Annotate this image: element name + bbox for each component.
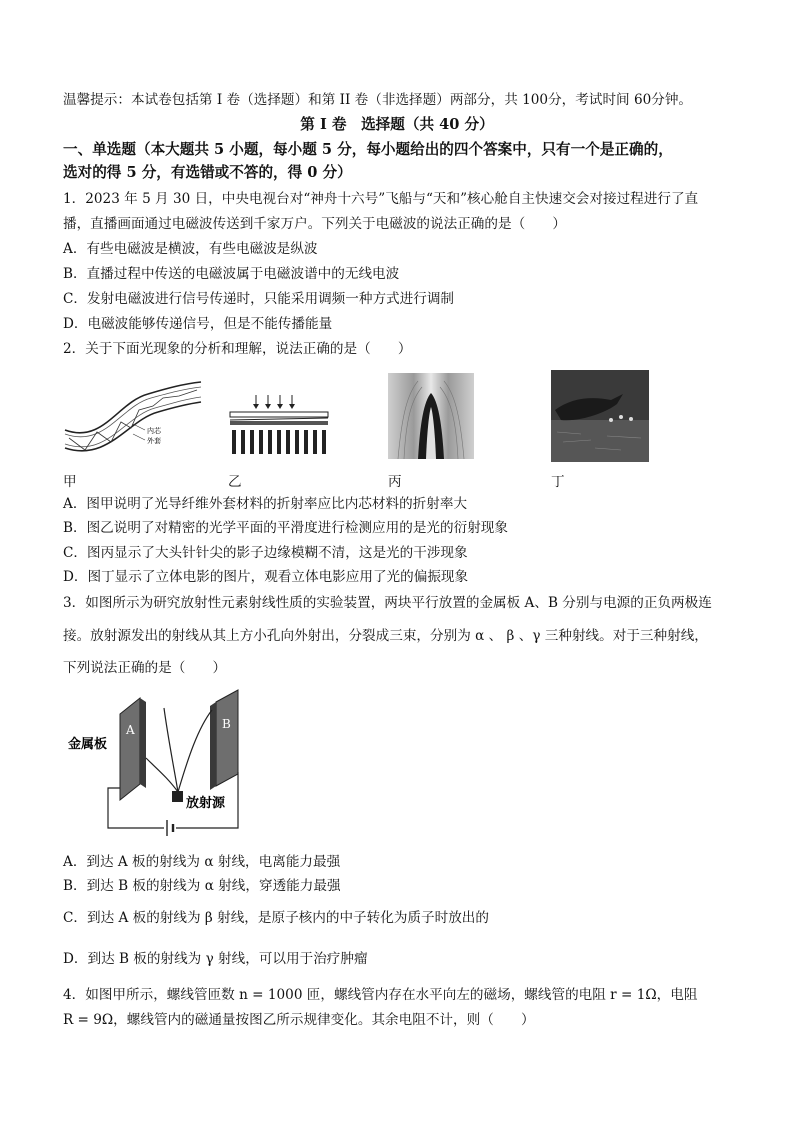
q2-option-a: A．图甲说明了光导纤维外套材料的折射率应比内芯材料的折射率大 [63, 496, 468, 512]
q3-option-a: A．到达 A 板的射线为 α 射线，电离能力最强 [63, 854, 341, 870]
q1-option-d: D．电磁波能够传递信号，但是不能传播能量 [63, 316, 333, 332]
figure-bing-pin-shadow [388, 373, 474, 459]
plate-b-label: B [222, 717, 231, 731]
plate-a-label: A [126, 723, 135, 737]
q1-option-b: B．直播过程中传送的电磁波属于电磁波谱中的无线电波 [63, 266, 400, 282]
section-heading-line2: 选对的得 5 分，有选错或不答的，得 0 分） [63, 164, 352, 181]
figure-ding-3d-movie [551, 370, 649, 462]
figure-yi-flatness-check [228, 393, 330, 455]
fig-jia-inner-label: 内芯 [147, 427, 161, 435]
q3-option-c: C．到达 A 板的射线为 β 射线，是原子核内的中子转化为质子时放出的 [63, 910, 489, 926]
fig-label-yi: 乙 [228, 474, 242, 490]
q3-stem-line2: 接。放射源发出的射线从其上方小孔向外射出，分裂成三束，分别为 α 、 β 、γ 三种射线。对于三种射线， [63, 628, 708, 644]
q1-option-a: A．有些电磁波是横波，有些电磁波是纵波 [63, 241, 318, 257]
q2-stem: 2．关于下面光现象的分析和理解，说法正确的是（ ） [63, 341, 412, 357]
q2-option-b: B．图乙说明了对精密的光学平面的平滑度进行检测应用的是光的衍射现象 [63, 520, 508, 536]
source-label: 放射源 [186, 796, 226, 811]
q3-stem-line1: 3．如图所示为研究放射性元素射线性质的实验装置，两块平行放置的金属板 A、B 分别与电源的正负两极连 [63, 595, 712, 611]
q4-stem-line2: R = 9Ω，螺线管内的磁通量按图乙所示规律变化。其余电阻不计，则（ ） [63, 1012, 535, 1028]
q3-option-d: D．到达 B 板的射线为 γ 射线，可以用于治疗肿瘤 [63, 951, 368, 967]
exam-notice: 温馨提示：本试卷包括第 I 卷（选择题）和第 II 卷（非选择题）两部分，共 100分，考试时间 60分钟。 [63, 92, 693, 108]
q3-stem-line3: 下列说法正确的是（ ） [63, 660, 227, 676]
part-title: 第 I 卷 选择题（共 40 分） [300, 116, 494, 133]
figure-radiation-setup [68, 688, 268, 838]
q1-stem-line2: 播，直播画面通过电磁波传送到千家万户。下列关于电磁波的说法正确的是（ ） [63, 216, 566, 232]
figure-jia-optical-fiber [63, 372, 203, 462]
q1-option-c: C．发射电磁波进行信号传递时，只能采用调频一种方式进行调制 [63, 291, 455, 307]
fig-label-jia: 甲 [63, 474, 77, 490]
q1-stem-line1: 1．2023 年 5 月 30 日，中央电视台对“神舟十六号”飞船与“天和”核心舱自主快速交会对接过程进行了直 [63, 191, 699, 207]
q3-option-b: B．到达 B 板的射线为 α 射线，穿透能力最强 [63, 878, 341, 894]
fig-label-ding: 丁 [551, 474, 565, 490]
fig-jia-outer-label: 外套 [147, 437, 161, 445]
section-heading-line1: 一、单选题（本大题共 5 小题，每小题 5 分，每小题给出的四个答案中，只有一个是正确的， [63, 141, 673, 158]
q2-option-c: C．图丙显示了大头针针尖的影子边缘模糊不清，这是光的干涉现象 [63, 545, 468, 561]
q2-option-d: D．图丁显示了立体电影的图片，观看立体电影应用了光的偏振现象 [63, 569, 469, 585]
q4-stem-line1: 4．如图甲所示，螺线管匝数 n = 1000 匝，螺线管内存在水平向左的磁场，螺线管的电阻 r = 1Ω，电阻 [63, 987, 698, 1003]
fig-label-bing: 丙 [388, 474, 402, 490]
metal-plate-label: 金属板 [68, 737, 108, 752]
